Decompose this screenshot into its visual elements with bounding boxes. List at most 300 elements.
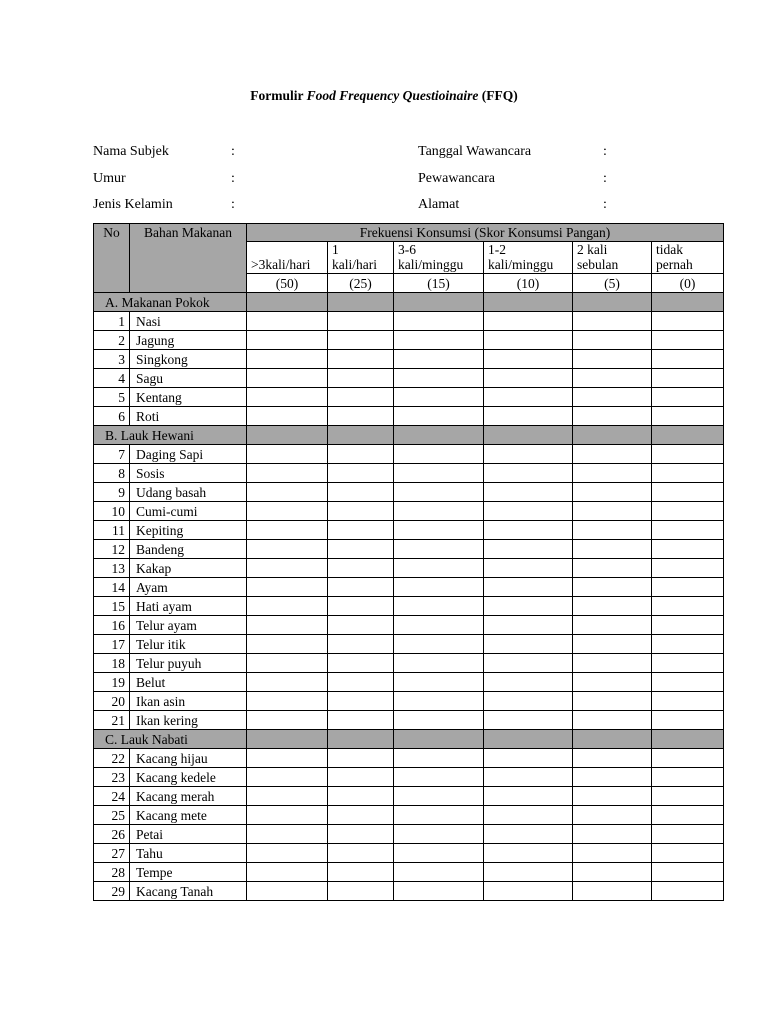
frequency-cell[interactable] [394, 445, 484, 464]
frequency-cell[interactable] [652, 711, 724, 730]
row-number: 22 [94, 749, 130, 768]
food-name: Petai [130, 825, 247, 844]
frequency-cell[interactable] [247, 806, 328, 825]
frequency-cell[interactable] [573, 863, 652, 882]
frequency-cell[interactable] [328, 483, 394, 502]
frequency-cell[interactable] [394, 654, 484, 673]
frequency-cell[interactable] [394, 350, 484, 369]
frequency-cell[interactable] [573, 445, 652, 464]
frequency-cell[interactable] [394, 502, 484, 521]
food-name: Daging Sapi [130, 445, 247, 464]
frequency-cell[interactable] [484, 616, 573, 635]
table-row [94, 635, 724, 654]
frequency-cell[interactable] [247, 692, 328, 711]
frequency-column-header [652, 242, 724, 274]
column-header-frequency-group: Frekuensi Konsumsi (Skor Konsumsi Pangan) [247, 224, 724, 242]
section-shade-cell [573, 730, 652, 749]
frequency-cell[interactable] [394, 863, 484, 882]
frequency-cell[interactable] [247, 540, 328, 559]
section-shade-cell [247, 426, 328, 445]
frequency-cell[interactable] [573, 654, 652, 673]
table-row [94, 388, 724, 407]
column-header-food: Bahan Makanan [130, 224, 247, 293]
info-label-tanggal-wawancara: Tanggal Wawancara [418, 144, 532, 159]
frequency-cell[interactable] [247, 711, 328, 730]
frequency-cell[interactable] [247, 787, 328, 806]
frequency-cell[interactable] [328, 559, 394, 578]
frequency-cell[interactable] [484, 388, 573, 407]
info-label-alamat: Alamat [418, 197, 460, 212]
row-number: 11 [94, 521, 130, 540]
frequency-cell[interactable] [247, 844, 328, 863]
frequency-cell[interactable] [247, 597, 328, 616]
frequency-cell[interactable] [328, 369, 394, 388]
table-row [94, 559, 724, 578]
info-colon: : [231, 171, 235, 186]
row-number: 27 [94, 844, 130, 863]
frequency-cell[interactable] [484, 464, 573, 483]
frequency-cell[interactable] [652, 749, 724, 768]
frequency-cell[interactable] [247, 521, 328, 540]
info-colon: : [603, 144, 607, 159]
frequency-cell[interactable] [573, 806, 652, 825]
frequency-cell[interactable] [652, 521, 724, 540]
frequency-cell[interactable] [394, 388, 484, 407]
frequency-cell[interactable] [328, 464, 394, 483]
food-name: Ikan kering [130, 711, 247, 730]
frequency-cell[interactable] [247, 673, 328, 692]
frequency-cell[interactable] [328, 673, 394, 692]
row-number: 1 [94, 312, 130, 331]
frequency-column-header [573, 242, 652, 274]
row-number: 15 [94, 597, 130, 616]
frequency-cell[interactable] [652, 787, 724, 806]
frequency-cell[interactable] [652, 445, 724, 464]
frequency-cell[interactable] [652, 806, 724, 825]
form-title [0, 88, 768, 104]
row-number: 13 [94, 559, 130, 578]
frequency-cell[interactable] [328, 388, 394, 407]
food-name: Kacang merah [130, 787, 247, 806]
frequency-cell[interactable] [573, 711, 652, 730]
info-label-pewawancara: Pewawancara [418, 171, 495, 186]
score-label: (0) [652, 274, 724, 293]
table-row [94, 407, 724, 426]
section-shade-cell [394, 426, 484, 445]
frequency-line1: 2 kali [577, 242, 608, 257]
score-label: (15) [394, 274, 484, 293]
food-name: Sosis [130, 464, 247, 483]
frequency-cell[interactable] [247, 312, 328, 331]
table-row [94, 692, 724, 711]
form-title-prefix: Formulir [250, 88, 307, 103]
frequency-cell[interactable] [394, 578, 484, 597]
frequency-cell[interactable] [247, 502, 328, 521]
table-row [94, 540, 724, 559]
section-shade-cell [394, 730, 484, 749]
table-row [94, 882, 724, 901]
row-number: 29 [94, 882, 130, 901]
frequency-cell[interactable] [573, 882, 652, 901]
frequency-cell[interactable] [652, 768, 724, 787]
food-name: Nasi [130, 312, 247, 331]
frequency-cell[interactable] [573, 787, 652, 806]
food-name: Jagung [130, 331, 247, 350]
frequency-cell[interactable] [573, 673, 652, 692]
row-number: 14 [94, 578, 130, 597]
frequency-cell[interactable] [652, 578, 724, 597]
frequency-cell[interactable] [394, 673, 484, 692]
frequency-cell[interactable] [573, 825, 652, 844]
frequency-cell[interactable] [484, 540, 573, 559]
frequency-cell[interactable] [394, 749, 484, 768]
table-row [94, 369, 724, 388]
frequency-cell[interactable] [394, 597, 484, 616]
section-row [94, 426, 724, 445]
section-label: C. Lauk Nabati [94, 730, 247, 749]
table-row [94, 654, 724, 673]
row-number: 16 [94, 616, 130, 635]
table-row [94, 768, 724, 787]
section-shade-cell [573, 293, 652, 312]
frequency-cell[interactable] [394, 407, 484, 426]
frequency-cell[interactable] [484, 350, 573, 369]
row-number: 23 [94, 768, 130, 787]
table-row [94, 844, 724, 863]
frequency-cell[interactable] [484, 578, 573, 597]
row-number: 3 [94, 350, 130, 369]
frequency-cell[interactable] [394, 521, 484, 540]
section-label: B. Lauk Hewani [94, 426, 247, 445]
frequency-cell[interactable] [328, 863, 394, 882]
score-label: (10) [484, 274, 573, 293]
frequency-cell[interactable] [247, 882, 328, 901]
info-label-nama-subjek: Nama Subjek [93, 144, 169, 159]
table-row [94, 787, 724, 806]
row-number: 28 [94, 863, 130, 882]
frequency-cell[interactable] [247, 654, 328, 673]
ffq-table [93, 223, 724, 901]
frequency-cell[interactable] [328, 445, 394, 464]
frequency-line2: kali/minggu [398, 257, 464, 272]
table-row [94, 825, 724, 844]
table-row [94, 616, 724, 635]
frequency-cell[interactable] [247, 749, 328, 768]
frequency-cell[interactable] [247, 350, 328, 369]
food-name: Telur puyuh [130, 654, 247, 673]
frequency-cell[interactable] [484, 597, 573, 616]
frequency-cell[interactable] [573, 540, 652, 559]
food-name: Sagu [130, 369, 247, 388]
section-shade-cell [247, 293, 328, 312]
frequency-cell[interactable] [394, 844, 484, 863]
frequency-column-header [394, 242, 484, 274]
frequency-cell[interactable] [484, 787, 573, 806]
frequency-cell[interactable] [394, 559, 484, 578]
frequency-cell[interactable] [573, 407, 652, 426]
frequency-cell[interactable] [394, 692, 484, 711]
section-shade-cell [484, 426, 573, 445]
table-row [94, 521, 724, 540]
frequency-cell[interactable] [652, 540, 724, 559]
frequency-cell[interactable] [573, 578, 652, 597]
frequency-line2: pernah [656, 257, 693, 272]
table-row [94, 863, 724, 882]
food-name: Tahu [130, 844, 247, 863]
frequency-cell[interactable] [652, 597, 724, 616]
frequency-cell[interactable] [328, 407, 394, 426]
frequency-cell[interactable] [573, 331, 652, 350]
food-name: Kentang [130, 388, 247, 407]
frequency-cell[interactable] [394, 768, 484, 787]
frequency-cell[interactable] [328, 502, 394, 521]
frequency-cell[interactable] [573, 559, 652, 578]
frequency-cell[interactable] [247, 369, 328, 388]
section-row [94, 730, 724, 749]
frequency-cell[interactable] [484, 502, 573, 521]
food-name: Kakap [130, 559, 247, 578]
frequency-cell[interactable] [484, 711, 573, 730]
frequency-cell[interactable] [573, 768, 652, 787]
section-shade-cell [652, 293, 724, 312]
frequency-cell[interactable] [573, 312, 652, 331]
frequency-cell[interactable] [394, 331, 484, 350]
frequency-cell[interactable] [394, 635, 484, 654]
frequency-cell[interactable] [652, 369, 724, 388]
frequency-cell[interactable] [484, 768, 573, 787]
frequency-cell[interactable] [247, 464, 328, 483]
frequency-line2: sebulan [577, 257, 619, 272]
frequency-cell[interactable] [328, 635, 394, 654]
food-name: Ayam [130, 578, 247, 597]
frequency-cell[interactable] [247, 483, 328, 502]
frequency-cell[interactable] [484, 863, 573, 882]
frequency-cell[interactable] [573, 844, 652, 863]
frequency-cell[interactable] [484, 635, 573, 654]
frequency-line1: 1 [332, 242, 339, 257]
row-number: 19 [94, 673, 130, 692]
frequency-cell[interactable] [484, 483, 573, 502]
frequency-cell[interactable] [328, 616, 394, 635]
frequency-cell[interactable] [484, 445, 573, 464]
frequency-cell[interactable] [652, 635, 724, 654]
info-colon: : [603, 197, 607, 212]
table-row [94, 711, 724, 730]
frequency-cell[interactable] [328, 578, 394, 597]
frequency-cell[interactable] [573, 502, 652, 521]
frequency-cell[interactable] [394, 825, 484, 844]
frequency-cell[interactable] [328, 768, 394, 787]
frequency-cell[interactable] [394, 711, 484, 730]
frequency-cell[interactable] [247, 388, 328, 407]
frequency-cell[interactable] [484, 673, 573, 692]
section-shade-cell [573, 426, 652, 445]
food-name: Bandeng [130, 540, 247, 559]
frequency-cell[interactable] [484, 654, 573, 673]
frequency-cell[interactable] [394, 312, 484, 331]
table-row [94, 483, 724, 502]
frequency-cell[interactable] [652, 559, 724, 578]
food-name: Singkong [130, 350, 247, 369]
frequency-cell[interactable] [328, 654, 394, 673]
frequency-cell[interactable] [573, 597, 652, 616]
food-name: Kacang hijau [130, 749, 247, 768]
score-label: (5) [573, 274, 652, 293]
frequency-cell[interactable] [484, 749, 573, 768]
frequency-cell[interactable] [652, 825, 724, 844]
frequency-cell[interactable] [652, 844, 724, 863]
frequency-line1: 1-2 [488, 242, 506, 257]
frequency-line2: >3kali/hari [251, 257, 311, 272]
frequency-cell[interactable] [484, 369, 573, 388]
score-label: (25) [328, 274, 394, 293]
frequency-cell[interactable] [328, 312, 394, 331]
table-row [94, 806, 724, 825]
row-number: 21 [94, 711, 130, 730]
frequency-cell[interactable] [328, 521, 394, 540]
frequency-cell[interactable] [484, 825, 573, 844]
frequency-cell[interactable] [247, 407, 328, 426]
section-shade-cell [394, 293, 484, 312]
frequency-cell[interactable] [394, 369, 484, 388]
table-row [94, 597, 724, 616]
row-number: 5 [94, 388, 130, 407]
frequency-cell[interactable] [247, 825, 328, 844]
frequency-cell[interactable] [484, 312, 573, 331]
frequency-cell[interactable] [247, 863, 328, 882]
frequency-cell[interactable] [328, 540, 394, 559]
frequency-cell[interactable] [247, 445, 328, 464]
frequency-cell[interactable] [652, 407, 724, 426]
section-shade-cell [328, 293, 394, 312]
frequency-cell[interactable] [484, 331, 573, 350]
frequency-cell[interactable] [328, 806, 394, 825]
frequency-cell[interactable] [484, 521, 573, 540]
frequency-cell[interactable] [484, 844, 573, 863]
info-colon: : [231, 144, 235, 159]
score-label: (50) [247, 274, 328, 293]
frequency-cell[interactable] [652, 654, 724, 673]
food-name: Kepiting [130, 521, 247, 540]
frequency-cell[interactable] [484, 407, 573, 426]
form-title-suffix: (FFQ) [478, 88, 518, 103]
food-name: Tempe [130, 863, 247, 882]
frequency-cell[interactable] [328, 711, 394, 730]
frequency-cell[interactable] [652, 673, 724, 692]
frequency-cell[interactable] [652, 502, 724, 521]
frequency-cell[interactable] [573, 521, 652, 540]
form-title-italic: Food Frequency Questioinaire [306, 88, 479, 103]
frequency-cell[interactable] [484, 692, 573, 711]
frequency-cell[interactable] [652, 312, 724, 331]
info-label-jenis-kelamin: Jenis Kelamin [93, 197, 173, 212]
frequency-cell[interactable] [652, 863, 724, 882]
frequency-cell[interactable] [247, 559, 328, 578]
frequency-cell[interactable] [328, 749, 394, 768]
frequency-cell[interactable] [328, 331, 394, 350]
table-row [94, 331, 724, 350]
food-name: Kacang kedele [130, 768, 247, 787]
section-label: A. Makanan Pokok [94, 293, 247, 312]
section-shade-cell [484, 730, 573, 749]
frequency-cell[interactable] [573, 749, 652, 768]
frequency-cell[interactable] [652, 388, 724, 407]
frequency-cell[interactable] [652, 616, 724, 635]
frequency-cell[interactable] [573, 369, 652, 388]
row-number: 10 [94, 502, 130, 521]
frequency-cell[interactable] [394, 483, 484, 502]
row-number: 12 [94, 540, 130, 559]
row-number: 20 [94, 692, 130, 711]
frequency-cell[interactable] [652, 350, 724, 369]
info-colon: : [231, 197, 235, 212]
frequency-cell[interactable] [328, 692, 394, 711]
frequency-cell[interactable] [247, 635, 328, 654]
frequency-cell[interactable] [328, 844, 394, 863]
frequency-cell[interactable] [573, 350, 652, 369]
frequency-cell[interactable] [394, 540, 484, 559]
frequency-cell[interactable] [573, 692, 652, 711]
frequency-cell[interactable] [247, 578, 328, 597]
row-number: 4 [94, 369, 130, 388]
food-name: Belut [130, 673, 247, 692]
table-row [94, 578, 724, 597]
frequency-cell[interactable] [484, 882, 573, 901]
info-colon: : [603, 171, 607, 186]
frequency-cell[interactable] [573, 464, 652, 483]
row-number: 8 [94, 464, 130, 483]
frequency-cell[interactable] [247, 768, 328, 787]
frequency-cell[interactable] [394, 616, 484, 635]
frequency-column-header [484, 242, 573, 274]
frequency-cell[interactable] [328, 825, 394, 844]
food-name: Hati ayam [130, 597, 247, 616]
frequency-cell[interactable] [247, 616, 328, 635]
frequency-line2: kali/hari [332, 257, 377, 272]
food-name: Kacang Tanah [130, 882, 247, 901]
frequency-cell[interactable] [652, 331, 724, 350]
frequency-cell[interactable] [247, 331, 328, 350]
frequency-cell[interactable] [652, 464, 724, 483]
frequency-cell[interactable] [484, 806, 573, 825]
frequency-cell[interactable] [573, 483, 652, 502]
frequency-cell[interactable] [652, 483, 724, 502]
frequency-column-header [247, 242, 328, 274]
frequency-cell[interactable] [328, 787, 394, 806]
frequency-cell[interactable] [328, 350, 394, 369]
frequency-cell[interactable] [573, 616, 652, 635]
frequency-cell[interactable] [394, 882, 484, 901]
frequency-cell[interactable] [328, 882, 394, 901]
frequency-cell[interactable] [573, 388, 652, 407]
frequency-cell[interactable] [652, 882, 724, 901]
frequency-cell[interactable] [394, 787, 484, 806]
frequency-cell[interactable] [394, 806, 484, 825]
food-name: Udang basah [130, 483, 247, 502]
frequency-line1: 3-6 [398, 242, 416, 257]
table-row [94, 350, 724, 369]
frequency-cell[interactable] [484, 559, 573, 578]
frequency-line1: tidak [656, 242, 683, 257]
frequency-cell[interactable] [652, 692, 724, 711]
ffq-table-body [94, 293, 724, 901]
frequency-cell[interactable] [573, 635, 652, 654]
table-row [94, 464, 724, 483]
section-shade-cell [652, 730, 724, 749]
section-row [94, 293, 724, 312]
frequency-cell[interactable] [394, 464, 484, 483]
frequency-cell[interactable] [328, 597, 394, 616]
